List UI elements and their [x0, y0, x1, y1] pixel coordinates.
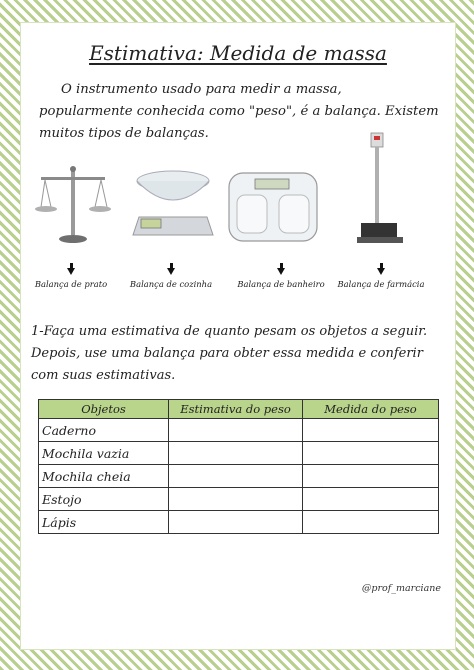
kitchen-scale-icon: [129, 163, 217, 243]
table-row: [39, 465, 439, 488]
header-estimate: Estimativa do peso: [169, 400, 303, 419]
arrow-down-icon: [67, 268, 75, 275]
estimate-cell[interactable]: [169, 511, 303, 534]
object-name: Caderno: [39, 419, 169, 442]
pharmacy-scale-icon: [351, 131, 411, 251]
header-measure: Medida do peso: [303, 400, 439, 419]
task-instructions: 1-Faça uma estimativa de quanto pesam os objetos a seguir. Depois, use uma balança para obter essa medida e conferir com suas estimativas.: [31, 324, 428, 383]
arrow-down-icon: [277, 268, 285, 275]
table-row: [39, 419, 439, 442]
arrow-down-icon: [167, 268, 175, 275]
measure-cell[interactable]: [303, 488, 439, 511]
object-name: Mochila vazia: [39, 442, 169, 465]
object-name: Lápis: [39, 511, 169, 534]
object-name: Mochila cheia: [39, 465, 169, 488]
estimate-table: [38, 399, 439, 534]
header-objects: Objetos: [39, 400, 169, 419]
estimate-cell[interactable]: [169, 442, 303, 465]
estimate-cell[interactable]: [169, 465, 303, 488]
bathroom-scale-icon: [225, 169, 321, 245]
page-title: Estimativa: Medida de massa: [89, 41, 387, 65]
measure-cell[interactable]: [303, 442, 439, 465]
estimate-cell[interactable]: [169, 419, 303, 442]
table-row: [39, 511, 439, 534]
measure-cell[interactable]: [303, 511, 439, 534]
measure-cell[interactable]: [303, 419, 439, 442]
arrow-down-icon: [377, 268, 385, 275]
object-name: Estojo: [39, 488, 169, 511]
caption-plate-scale: Balança de prato: [34, 279, 108, 289]
intro-text: O instrumento usado para medir a massa, popularmente conhecida como "peso", é a balança. Existem muitos tipos de balanças.: [39, 82, 439, 141]
caption-bathroom-scale: Balança de banheiro: [237, 279, 325, 289]
plate-scale-icon: [33, 163, 113, 247]
measure-cell[interactable]: [303, 465, 439, 488]
caption-pharmacy-scale: Balança de farmácia: [337, 279, 425, 289]
table-header-row: [39, 400, 439, 419]
worksheet: [20, 22, 456, 650]
table-row: [39, 488, 439, 511]
estimate-cell[interactable]: [169, 488, 303, 511]
table-row: [39, 442, 439, 465]
author-credit: @prof_marciane: [361, 583, 441, 594]
caption-kitchen-scale: Balança de cozinha: [129, 279, 213, 289]
